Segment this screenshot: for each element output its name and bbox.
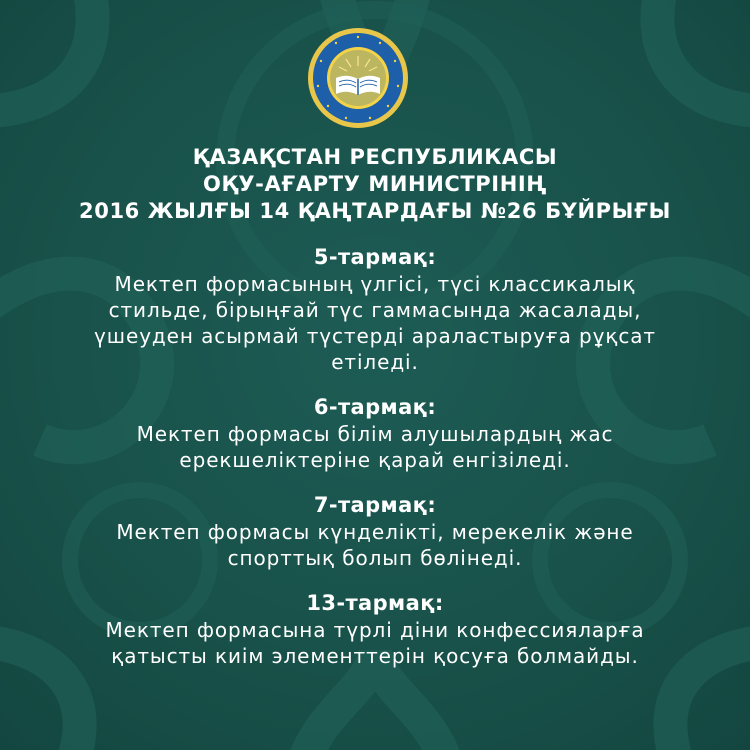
section-heading: 13-тармақ: [306, 591, 444, 615]
section-text-line: ерекшеліктеріне қарай енгізіледі. [179, 448, 571, 472]
title-line: ҚАЗАҚСТАН РЕСПУБЛИКАСЫ [192, 145, 558, 169]
ministry-emblem-icon [306, 26, 410, 130]
section-text-line: қатысты киім элементтерін қосуға болмайды. [111, 644, 639, 668]
section-text-line: үшеуден асырмай түстерді араластыруға рұқсат [94, 324, 656, 348]
section-7 [20, 491, 730, 571]
section-heading: 7-тармақ: [313, 493, 437, 517]
title-line: 2016 ЖЫЛҒЫ 14 ҚАҢТАРДАҒЫ №26 БҰЙРЫҒЫ [79, 199, 671, 223]
section-text-line: Мектеп формасы күнделікті, мерекелік және [116, 520, 634, 544]
section-heading: 5-тармақ: [313, 245, 437, 269]
section-6 [20, 393, 730, 473]
section-text-line: Мектеп формасына түрлі діни конфессияларға [105, 618, 645, 642]
section-text-line: етіледі. [331, 350, 419, 374]
section-text-line: Мектеп формасы білім алушылардың жас [136, 422, 614, 446]
section-text-line: стильде, бірыңғай түс гаммасында жасалады, [108, 298, 642, 322]
section-heading: 6-тармақ: [313, 395, 437, 419]
title-line: ОҚУ-АҒАРТУ МИНИСТРІНІҢ [203, 172, 547, 196]
content [20, 144, 730, 687]
section-5 [20, 243, 730, 375]
section-text-line: Мектеп формасының үлгісі, түсі классикалық [114, 272, 636, 296]
page-title [20, 144, 730, 225]
section-13 [20, 589, 730, 669]
section-text-line: спорттық болып бөлінеді. [227, 546, 523, 570]
